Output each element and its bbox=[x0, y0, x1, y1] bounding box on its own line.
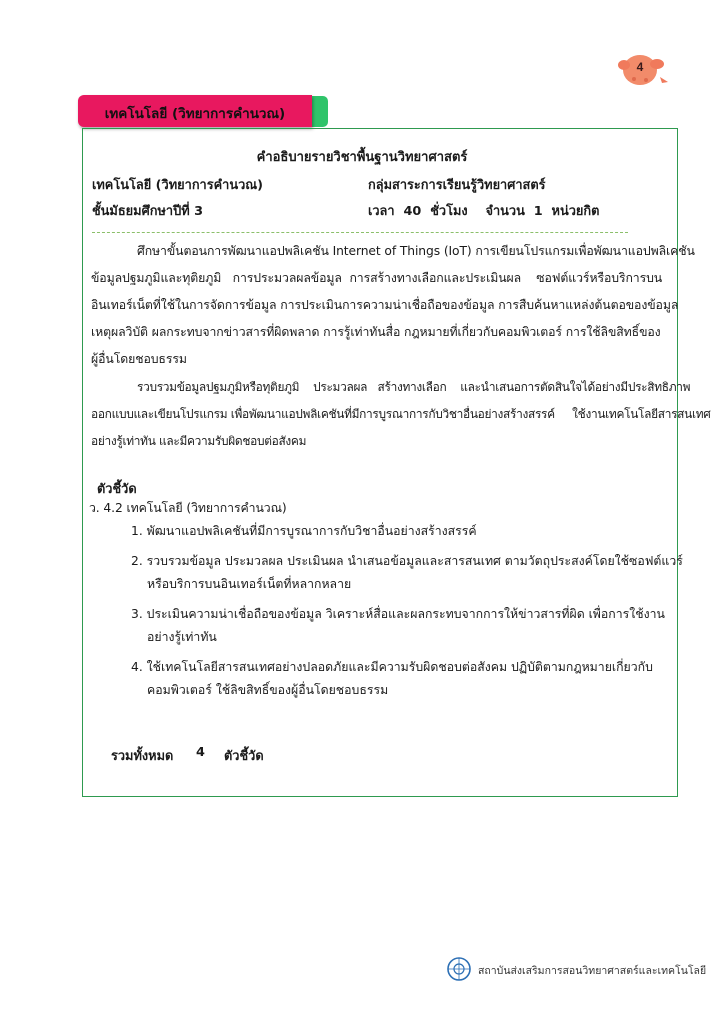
indicators-title: ตัวชี้วัด bbox=[97, 482, 137, 497]
grade-level: ชั้นมัธยมศึกษาปีที่ 3 bbox=[92, 204, 204, 219]
indicator-item: 1. พัฒนาแอปพลิเคชันที่มีการบูรณาการกับวิชาอื่นอย่างสร้างสรรค์ bbox=[131, 524, 477, 538]
indicator-code: ว. 4.2 เทคโนโลยี (วิทยาการคำนวณ) bbox=[89, 501, 287, 515]
description-line: ผู้อื่นโดยชอบธรรม bbox=[91, 352, 187, 366]
total-unit: ตัวชี้วัด bbox=[224, 749, 264, 764]
indicator-item: 2. รวบรวมข้อมูล ประมวลผล ประเมินผล นำเสนอข้อมูลและสารสนเทศ ตามวัตถุประสงค์โดยใช้ซอฟต์แวร์ bbox=[131, 554, 683, 568]
learning-group: กลุ่มสาระการเรียนรู้วิทยาศาสตร์ bbox=[368, 178, 546, 193]
indicator-item-continued: หรือบริการบนอินเทอร์เน็ตที่หลากหลาย bbox=[147, 577, 352, 591]
total-count: 4 bbox=[196, 745, 205, 760]
indicator-item: 4. ใช้เทคโนโลยีสารสนเทศอย่างปลอดภัยและมีความรับผิดชอบต่อสังคม ปฏิบัติตามกฎหมายเกี่ยวกับ bbox=[131, 660, 653, 674]
subject-tab-label: เทคโนโลยี (วิทยาการคำนวณ) bbox=[104, 106, 286, 122]
dashed-divider bbox=[92, 232, 628, 233]
description-line: ข้อมูลปฐมภูมิและทุติยภูมิ การประมวลผลข้อมูล การสร้างทางเลือกและประเมินผล ซอฟต์แวร์หรือบริการบน bbox=[91, 271, 663, 285]
indicator-item-continued: คอมพิวเตอร์ ใช้ลิขสิทธิ์ของผู้อื่นโดยชอบธรรม bbox=[147, 683, 389, 697]
description-line: อย่างรู้เท่าทัน และมีความรับผิดชอบต่อสังคม bbox=[91, 434, 307, 448]
subject-tab bbox=[78, 95, 312, 127]
total-label: รวมทั้งหมด bbox=[111, 749, 174, 764]
footer-institution: สถาบันส่งเสริมการสอนวิทยาศาสตร์และเทคโนโลยี bbox=[478, 965, 707, 977]
ipst-logo-icon bbox=[446, 955, 472, 983]
indicator-item: 3. ประเมินความน่าเชื่อถือของข้อมูล วิเคราะห์สื่อและผลกระทบจากการให้ข่าวสารที่ผิด เพื่อการใช้งาน bbox=[131, 607, 665, 621]
indicator-item-continued: อย่างรู้เท่าทัน bbox=[147, 630, 217, 644]
course-name: เทคโนโลยี (วิทยาการคำนวณ) bbox=[92, 178, 264, 193]
description-line: ออกแบบและเขียนโปรแกรม เพื่อพัฒนาแอปพลิเคชันที่มีการบูรณาการกับวิชาอื่นอย่างสร้างสรรค์ ใช้งานเทคโนโลยีสารสนเทศ bbox=[91, 407, 711, 421]
page-heading: คำอธิบายรายวิชาพื้นฐานวิทยาศาสตร์ bbox=[256, 150, 468, 165]
course-hours: เวลา 40 ชั่วโมง จำนวน 1 หน่วยกิต bbox=[368, 204, 600, 219]
description-line: ศึกษาขั้นตอนการพัฒนาแอปพลิเคชัน Internet of Things (IoT) การเขียนโปรแกรมเพื่อพัฒนาแอปพลิเคชัน bbox=[137, 244, 695, 258]
page-number: 4 bbox=[636, 60, 644, 74]
description-line: รวบรวมข้อมูลปฐมภูมิหรือทุติยภูมิ ประมวลผล สร้างทางเลือก และนำเสนอการตัดสินใจได้อย่างมีประสิทธิภาพ bbox=[137, 380, 691, 394]
page-number-badge bbox=[612, 49, 672, 89]
description-line: เหตุผลวิบัติ ผลกระทบจากข่าวสารที่ผิดพลาด การรู้เท่าทันสื่อ กฎหมายที่เกี่ยวกับคอมพิวเตอร์ การใช้ลิขสิทธิ์ของ bbox=[91, 325, 661, 339]
description-line: อินเทอร์เน็ตที่ใช้ในการจัดการข้อมูล การประเมินการความน่าเชื่อถือของข้อมูล การสืบค้นหาแหล่งต้นตอของข้อมูล bbox=[91, 298, 679, 312]
